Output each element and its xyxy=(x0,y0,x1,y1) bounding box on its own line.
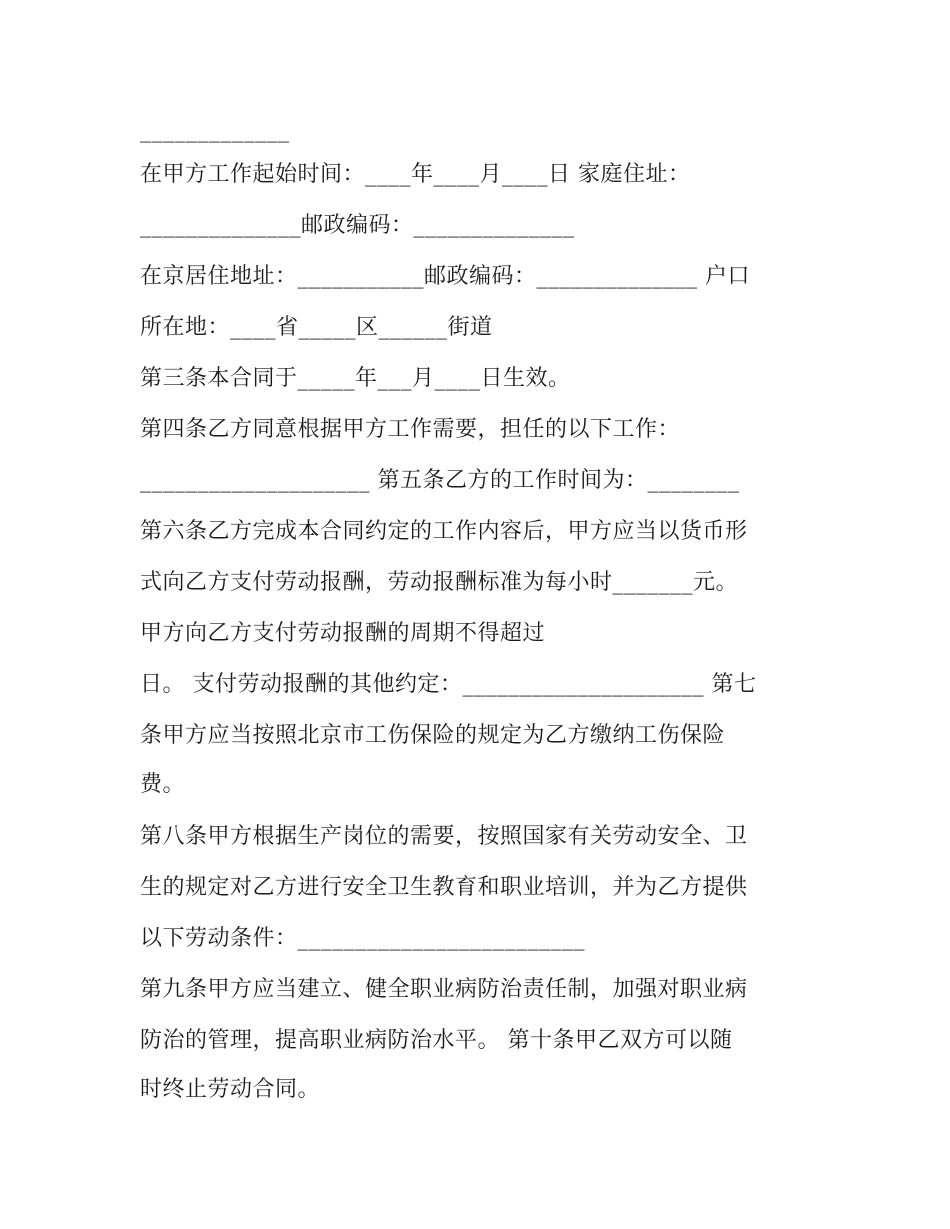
text-line-article-8: 第八条甲方根据生产岗位的需要，按照国家有关劳动安全、卫 xyxy=(140,824,748,849)
text-line-article-5: ____________________ 第五条乙方的工作时间为：________ xyxy=(140,468,740,493)
text-line-household-location: 所在地：____省_____区______街道 xyxy=(140,315,493,340)
text-line-article-7: 条甲方应当按照北京市工伤保险的规定为乙方缴纳工伤保险 xyxy=(140,723,726,748)
text-line-article-10-end: 时终止劳动合同。 xyxy=(140,1077,321,1102)
text-line-postcode: ______________邮政编码：______________ xyxy=(140,213,575,238)
text-line-start-time: 在甲方工作起始时间：____年____月____日 家庭住址： xyxy=(140,162,691,187)
text-line-other-payment: 日。 支付劳动报酬的其他约定：_____________________ 第七 xyxy=(140,672,757,697)
text-line-article-8-cont: 生的规定对乙方进行安全卫生教育和职业培训，并为乙方提供 xyxy=(140,875,748,900)
blank-line: _____________ xyxy=(140,118,290,143)
text-line-article-6: 第六条乙方完成本合同约定的工作内容后，甲方应当以货币形 xyxy=(140,519,748,544)
text-line-article-3: 第三条本合同于_____年___月____日生效。 xyxy=(140,366,571,391)
text-line-article-4: 第四条乙方同意根据甲方工作需要，担任的以下工作： xyxy=(140,417,681,442)
text-line-article-6-cont: 式向乙方支付劳动报酬，劳动报酬标准为每小时_______元。 xyxy=(140,570,739,595)
text-line-article-9: 第九条甲方应当建立、健全职业病防治责任制，加强对职业病 xyxy=(140,977,748,1002)
text-line-article-9-cont: 防治的管理，提高职业病防治水平。 第十条甲乙双方可以随 xyxy=(140,1028,733,1053)
text-line-article-7-end: 费。 xyxy=(140,772,186,797)
text-line-payment-cycle: 甲方向乙方支付劳动报酬的周期不得超过 xyxy=(140,621,546,646)
text-line-labor-conditions: 以下劳动条件：_________________________ xyxy=(140,926,586,951)
text-line-beijing-address: 在京居住地址：___________邮政编码：______________ 户口 xyxy=(140,264,750,289)
